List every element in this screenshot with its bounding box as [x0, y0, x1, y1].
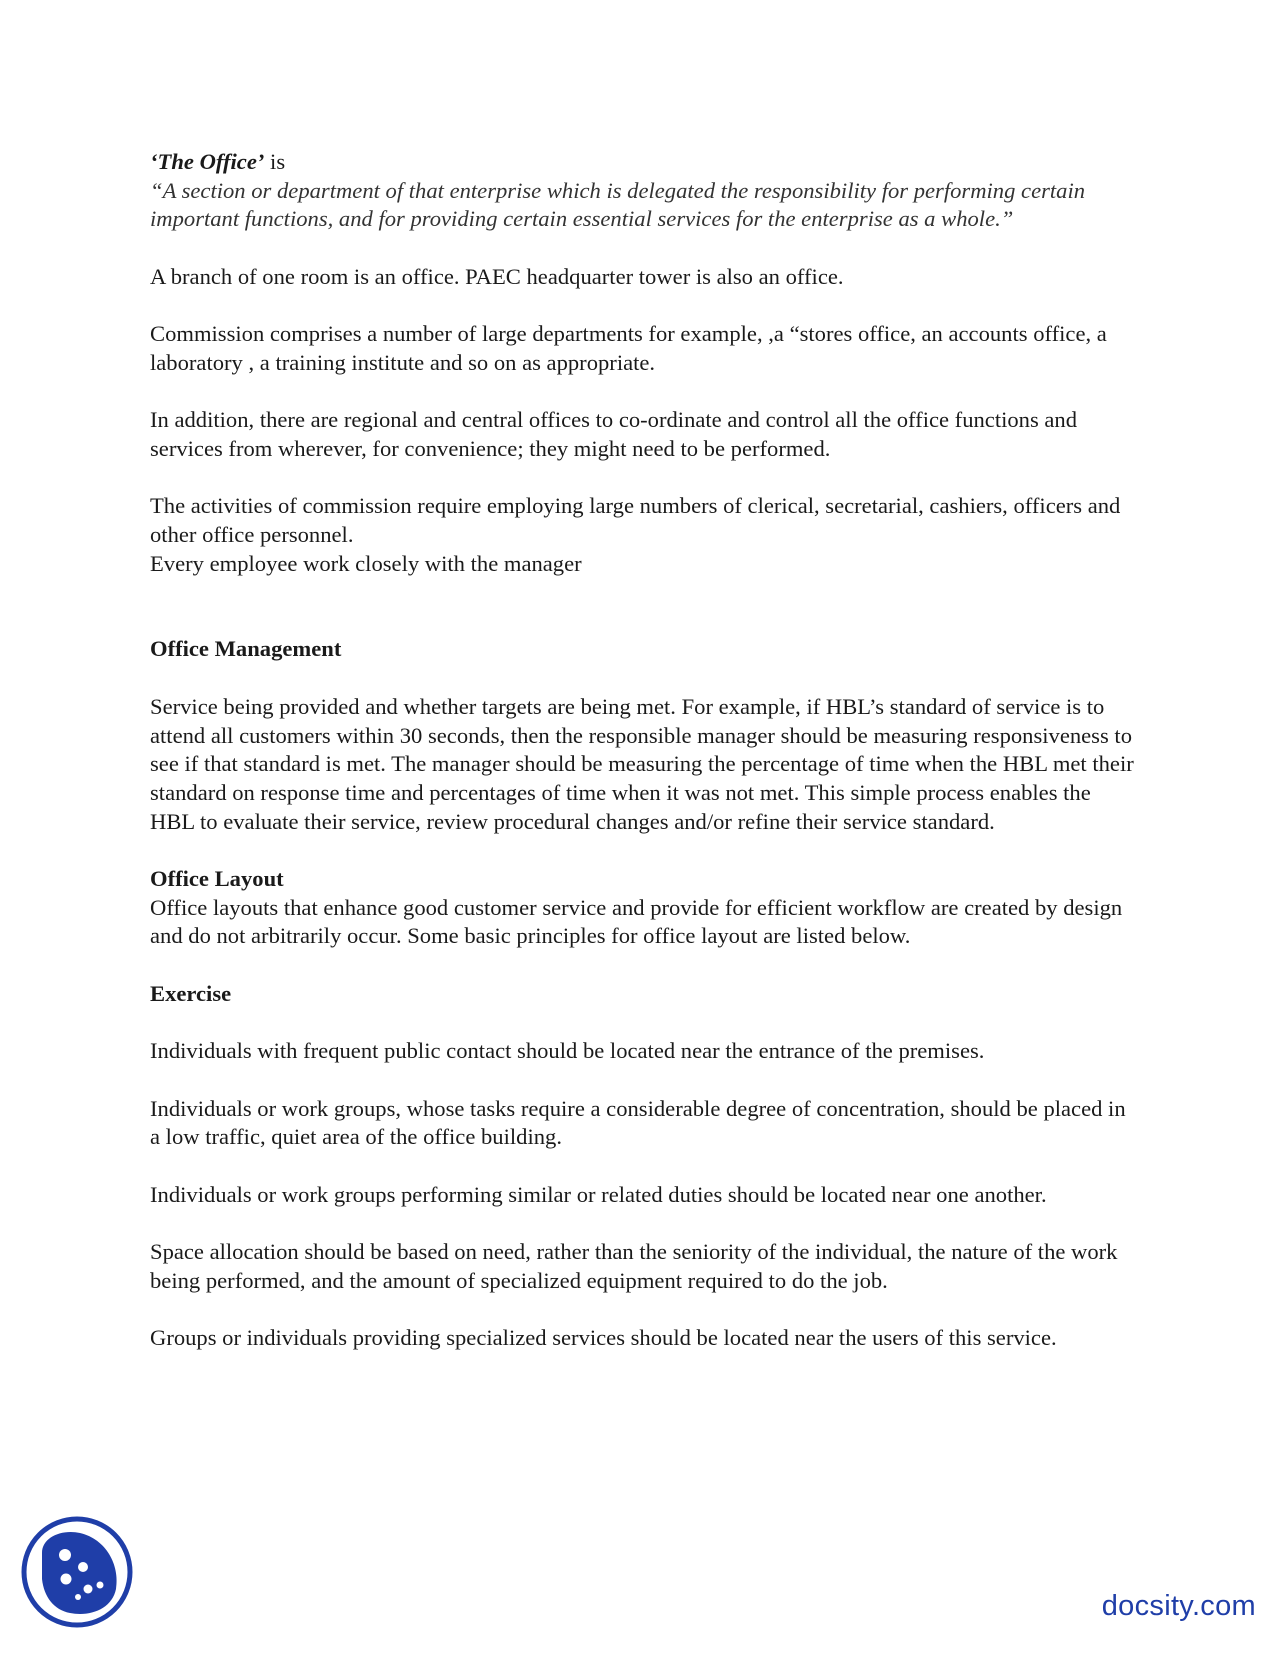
exercise-item: Groups or individuals providing specialized services should be located near the users of this service. — [150, 1325, 1057, 1351]
docsity-brand-link[interactable]: docsity.com — [1101, 1590, 1256, 1622]
paragraph-employee-line: Every employee work closely with the manager — [150, 550, 582, 576]
definition-quote: “A section or department of that enterprise which is delegated the responsibility for performing certain important functions, and for providing certain essential services for the enterprise as a whole.” — [150, 177, 1086, 232]
heading-office-layout: Office Layout — [150, 866, 284, 892]
paragraph-office-management: Service being provided and whether targets are being met. For example, if HBL’s standard of service is to attend all customers within 30 seconds, then the responsible manager should be measuring responsiveness to see if that standard is met. The manager should be measuring the percentage of time when the HBL met their standard on response time and percentages of time when it was not met. This simple process enables the HBL to evaluate their service, review procedural changes and/or refine their service standard. — [150, 693, 1134, 834]
docsity-logo-icon[interactable] — [20, 1515, 134, 1629]
exercise-item: Individuals or work groups performing similar or related duties should be located near one another. — [150, 1181, 1047, 1207]
paragraph-commission: Commission comprises a number of large departments for example, ,a “stores office, an accounts office, a laboratory , a training institute and so on as appropriate. — [150, 321, 1107, 375]
heading-office-management: Office Management — [150, 636, 342, 662]
paragraph-activities: The activities of commission require employing large numbers of clerical, secretarial, cashiers, officers and other office personnel. — [150, 493, 1121, 548]
paragraph-regional-offices: In addition, there are regional and central offices to co-ordinate and control all the office functions and services from wherever, for convenience; they might need to be performed. — [150, 407, 1078, 461]
intro-title-line — [150, 148, 1140, 177]
paragraph-office-layout: Office layouts that enhance good customer service and provide for efficient workflow are created by design and do not arbitrarily occur. Some basic principles for office layout are listed below. — [150, 894, 1123, 949]
exercise-item: Individuals or work groups, whose tasks require a considerable degree of concentration, should be placed in a low traffic, quiet area of the office building. — [150, 1095, 1126, 1150]
intro-title-suffix: is — [264, 149, 286, 174]
document-body — [150, 148, 1140, 1353]
paragraph-branch: A branch of one room is an office. PAEC headquarter tower is also an office. — [150, 263, 844, 289]
exercise-item: Space allocation should be based on need, rather than the seniority of the individual, the nature of the work being performed, and the amount of specialized equipment required to do the job. — [150, 1239, 1118, 1293]
intro-title: ‘The Office’ — [150, 149, 265, 174]
exercise-item: Individuals with frequent public contact should be located near the entrance of the premises. — [150, 1038, 985, 1064]
heading-exercise: Exercise — [150, 980, 232, 1006]
